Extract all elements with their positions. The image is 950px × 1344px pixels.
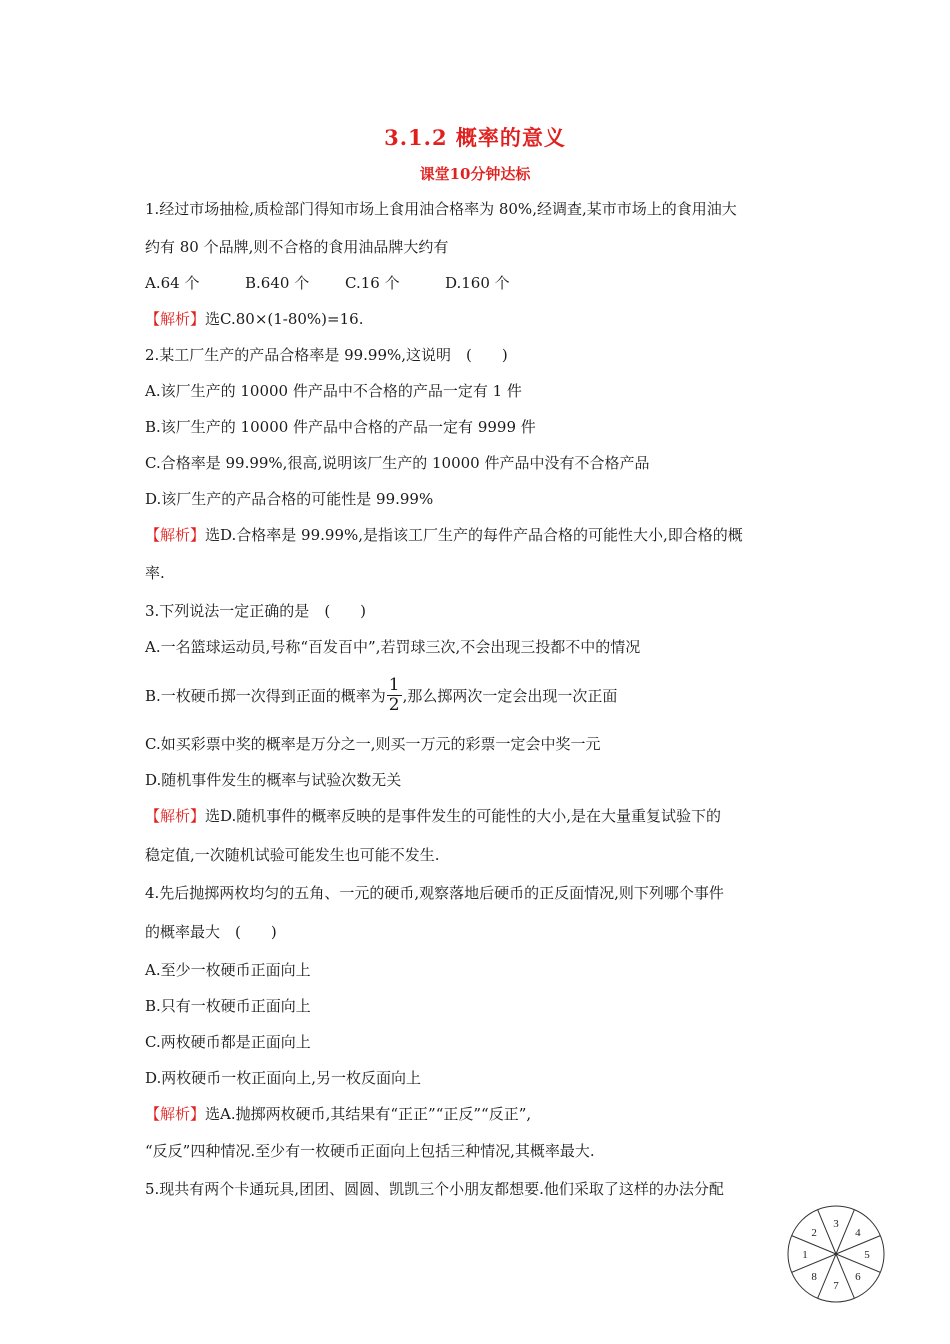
q1-option-a: A.64 个 <box>145 274 200 292</box>
q1-stem-line2: 约有 80 个品牌,则不合格的食用油品牌大约有 <box>145 238 449 256</box>
q2-answer-line2: 率. <box>145 564 165 582</box>
q4-stem-line1: 4.先后抛掷两枚均匀的五角、一元的硬币,观察落地后硬币的正反面情况,则下列哪个事件 <box>145 884 724 902</box>
q4-option-d: D.两枚硬币一枚正面向上,另一枚反面向上 <box>145 1069 422 1087</box>
wheel-label-2: 2 <box>811 1227 817 1240</box>
q3-option-d: D.随机事件发生的概率与试验次数无关 <box>145 771 402 789</box>
q4-option-a: A.至少一枚硬币正面向上 <box>145 961 311 979</box>
fraction-denominator: 2 <box>388 694 400 715</box>
fraction <box>387 676 402 715</box>
q3-option-c: C.如买彩票中奖的概率是万分之一,则买一万元的彩票一定会中奖一元 <box>145 735 601 753</box>
wheel-label-6: 6 <box>855 1270 861 1283</box>
spinner-wheel <box>786 1204 886 1304</box>
q4-stem-line2: 的概率最大 ( ) <box>145 923 277 941</box>
q1-option-c: C.16 个 <box>345 274 400 292</box>
q4-analysis-line1 <box>145 1104 531 1124</box>
q2-option-d: D.该厂生产的产品合格的可能性是 99.99% <box>145 490 434 508</box>
wheel-label-4: 4 <box>855 1227 861 1240</box>
analysis-tag: 【解析】 <box>145 807 206 825</box>
q2-stem: 2.某工厂生产的产品合格率是 99.99%,这说明 ( ) <box>145 346 508 364</box>
analysis-tag: 【解析】 <box>145 1105 206 1123</box>
q1-analysis <box>145 309 363 329</box>
q3-option-b <box>145 676 617 717</box>
wheel-label-3: 3 <box>833 1218 839 1230</box>
q4-option-b: B.只有一枚硬币正面向上 <box>145 997 311 1015</box>
q1-options <box>145 273 510 293</box>
page-subtitle: 课堂10分钟达标 <box>419 165 531 183</box>
q3-option-b-pre: B.一枚硬币掷一次得到正面的概率为 <box>145 687 386 705</box>
q4-option-c: C.两枚硬币都是正面向上 <box>145 1033 311 1051</box>
q3-answer-line1: 选D.随机事件的概率反映的是事件发生的可能性的大小,是在大量重复试验下的 <box>205 807 722 825</box>
q2-option-c: C.合格率是 99.99%,很高,说明该厂生产的 10000 件产品中没有不合格产品 <box>145 454 650 472</box>
analysis-tag: 【解析】 <box>145 526 206 544</box>
q2-answer-line1: 选D.合格率是 99.99%,是指该工厂生产的每件产品合格的可能性大小,即合格的概 <box>205 526 743 544</box>
q1-answer: 选C.80×(1-80%)=16. <box>205 310 364 328</box>
q3-option-a: A.一名篮球运动员,号称“百发百中”,若罚球三次,不会出现三投都不中的情况 <box>145 638 641 656</box>
wheel-label-1: 1 <box>802 1249 808 1261</box>
q2-option-b: B.该厂生产的 10000 件产品中合格的产品一定有 9999 件 <box>145 418 536 436</box>
q3-stem: 3.下列说法一定正确的是 ( ) <box>145 602 367 620</box>
q3-analysis-line1 <box>145 806 721 826</box>
fraction-numerator: 1 <box>388 674 400 695</box>
wheel-label-8: 8 <box>811 1270 817 1283</box>
q1-option-b: B.640 个 <box>245 274 310 292</box>
q4-answer-line2: “反反”四种情况.至少有一枚硬币正面向上包括三种情况,其概率最大. <box>145 1142 595 1160</box>
q4-answer-line1: 选A.抛掷两枚硬币,其结果有“正正”“正反”“反正”, <box>205 1105 532 1123</box>
page-title: 3.1.2 概率的意义 <box>384 125 566 150</box>
wheel-label-5: 5 <box>864 1249 870 1261</box>
q2-option-a: A.该厂生产的 10000 件产品中不合格的产品一定有 1 件 <box>145 382 522 400</box>
q5-stem-line1: 5.现共有两个卡通玩具,团团、圆圆、凯凯三个小朋友都想要.他们采取了这样的办法分配 <box>145 1180 724 1198</box>
q1-option-d: D.160 个 <box>445 274 510 292</box>
q2-analysis-line1 <box>145 525 743 545</box>
analysis-tag: 【解析】 <box>145 310 206 328</box>
q3-answer-line2: 稳定值,一次随机试验可能发生也可能不发生. <box>145 846 440 864</box>
q3-option-b-post: ,那么掷两次一定会出现一次正面 <box>402 687 618 705</box>
wheel-label-7: 7 <box>833 1280 839 1292</box>
q1-stem-line1: 1.经过市场抽检,质检部门得知市场上食用油合格率为 80%,经调查,某市市场上的食用油大 <box>145 200 737 218</box>
